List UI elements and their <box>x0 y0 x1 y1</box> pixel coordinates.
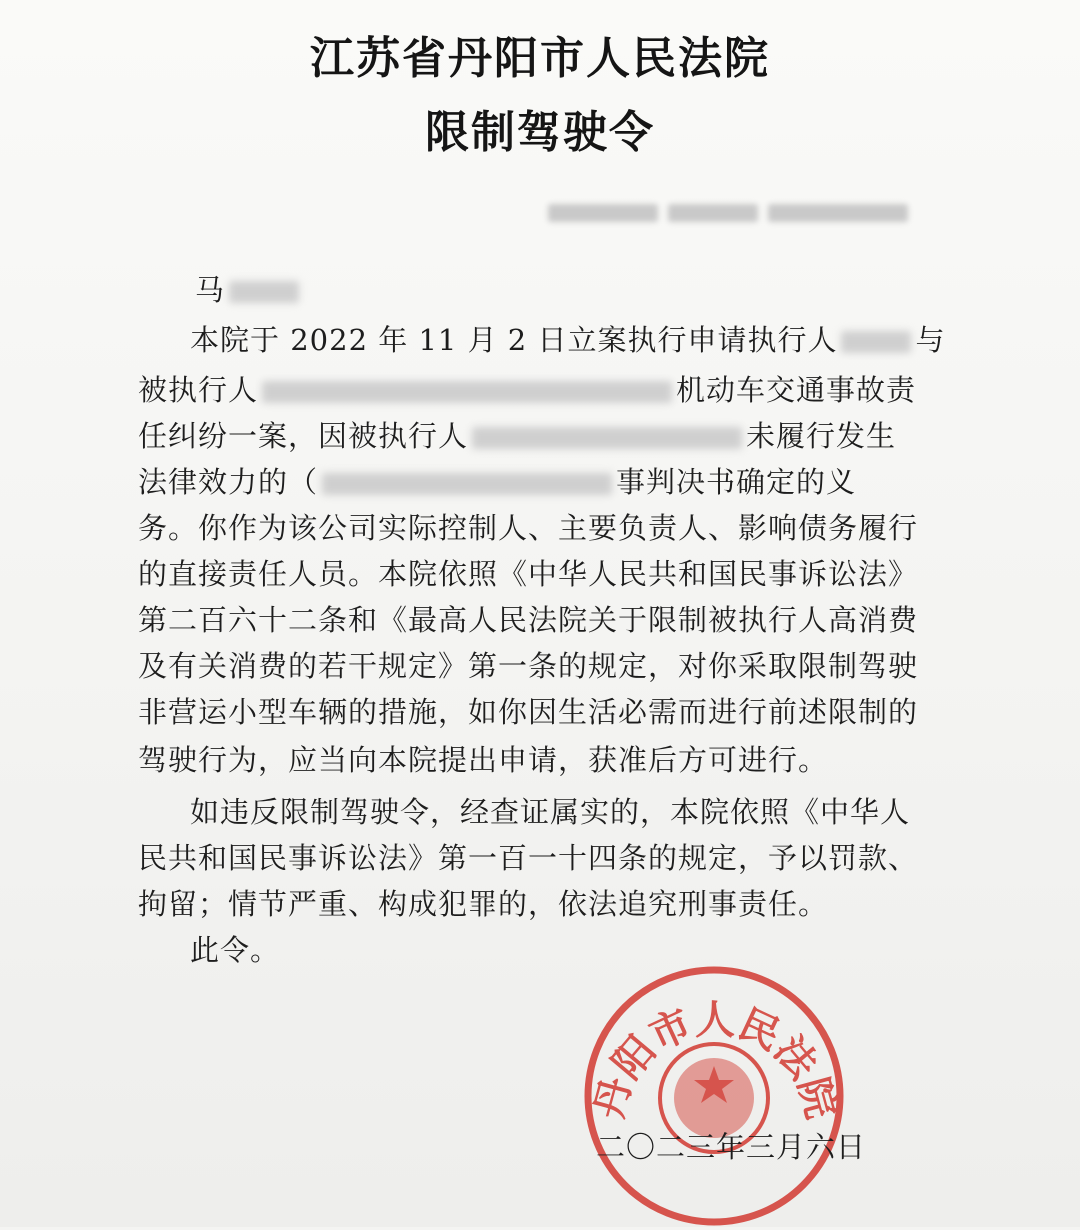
text-segment: 未履行发生 <box>746 419 897 453</box>
paragraph1-line: 的直接责任人员。本院依照《中华人民共和国民事诉讼法》 <box>138 557 919 591</box>
text-segment: 本院于 2022 年 11 月 2 日立案执行申请执行人 <box>190 323 838 357</box>
paragraph1-line: 务。你作为该公司实际控制人、主要负责人、影响债务履行 <box>138 511 919 545</box>
court-seal-stamp <box>580 962 848 1230</box>
redaction-block <box>548 204 658 222</box>
redaction-block <box>668 204 758 222</box>
paragraph1-line <box>190 318 945 359</box>
paragraph1-line <box>138 368 916 409</box>
redaction-block <box>262 381 672 403</box>
paragraph1-line: 驾驶行为，应当向本院提出申请，获准后方可进行。 <box>138 743 829 777</box>
redaction-block <box>472 427 742 449</box>
paragraph1-line: 第二百六十二条和《最高人民法院关于限制被执行人高消费 <box>138 603 919 637</box>
recipient-line <box>195 268 303 309</box>
text-segment: 事判决书确定的义 <box>616 465 857 499</box>
text-segment: 法律效力的（ <box>138 465 319 499</box>
paragraph2-line: 拘留；情节严重、构成犯罪的，依法追究刑事责任。 <box>138 887 829 921</box>
recipient-name: 马 <box>195 273 226 307</box>
paragraph1-line: 非营运小型车辆的措施，如你因生活必需而进行前述限制的 <box>138 695 919 729</box>
text-segment: 机动车交通事故责 <box>676 373 917 407</box>
redaction-block <box>841 331 911 353</box>
redaction-block <box>229 281 299 303</box>
paragraph2-line: 民共和国民事诉讼法》第一百一十四条的规定，予以罚款、 <box>138 841 919 875</box>
redacted-case-number <box>548 200 928 226</box>
issue-date: 二〇二三年三月六日 <box>596 1130 867 1164</box>
paragraph2-line: 如违反限制驾驶令，经查证属实的，本院依照《中华人 <box>190 795 911 829</box>
document-title: 限制驾驶令 <box>425 107 655 158</box>
text-segment: 与 <box>915 323 946 357</box>
paragraph1-line: 及有关消费的若干规定》第一条的规定，对你采取限制驾驶 <box>138 649 919 683</box>
text-segment: 被执行人 <box>138 373 259 407</box>
paragraph1-line <box>138 414 896 455</box>
redaction-block <box>322 473 612 495</box>
text-segment: 任纠纷一案，因被执行人 <box>138 419 469 453</box>
paragraph1-line <box>138 460 856 501</box>
seal-text: 丹阳市人民法院 <box>585 996 845 1124</box>
closing-text: 此令。 <box>190 933 281 967</box>
court-name-heading: 江苏省丹阳市人民法院 <box>310 33 770 84</box>
redaction-block <box>768 204 908 222</box>
